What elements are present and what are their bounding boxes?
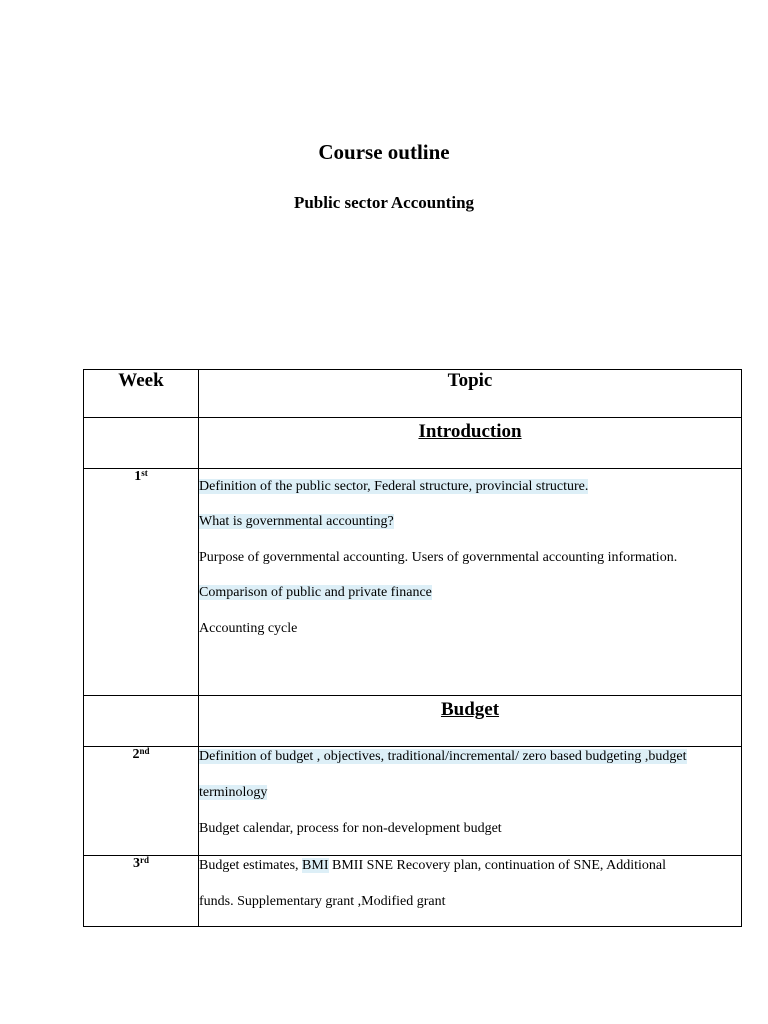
topic-highlight: BMI <box>302 858 329 873</box>
section-week-cell <box>84 418 199 469</box>
topic-line: What is governmental accounting? <box>199 514 394 529</box>
week-cell <box>84 747 199 856</box>
week-number: 2 <box>132 747 140 762</box>
topic-line: Accounting cycle <box>199 621 298 636</box>
topic-line: BMII SNE Recovery plan, continuation of SNE, Additional <box>328 858 667 873</box>
section-row-introduction <box>84 418 742 469</box>
course-outline-table <box>83 369 742 927</box>
topic-line: Definition of the public sector, Federal structure, provincial structure. <box>199 479 589 494</box>
section-heading-introduction: Introduction <box>199 418 742 469</box>
topic-column-header: Topic <box>199 370 742 418</box>
document-subtitle: Public sector Accounting <box>293 193 475 212</box>
week-number: 1 <box>134 469 142 484</box>
table-header-row <box>84 370 742 418</box>
topic-line: Comparison of public and private finance <box>199 585 432 600</box>
section-row-budget <box>84 696 742 747</box>
topic-line: terminology <box>199 785 268 800</box>
week-number: 3 <box>133 856 140 871</box>
section-heading-budget: Budget <box>199 696 742 747</box>
section-week-cell <box>84 696 199 747</box>
topic-line: Budget calendar, process for non-development budget <box>199 821 502 836</box>
document-title: Course outline <box>318 140 450 164</box>
topic-line: Purpose of governmental accounting. Users of governmental accounting information. <box>199 550 678 565</box>
topic-cell <box>199 747 742 856</box>
topic-cell <box>199 469 742 696</box>
topic-line: Budget estimates, <box>199 858 303 873</box>
table-row <box>84 747 742 856</box>
table-row <box>84 856 742 927</box>
week-suffix: nd <box>139 746 150 756</box>
week-suffix: st <box>141 468 148 478</box>
week-suffix: rd <box>140 855 149 865</box>
topic-cell <box>199 856 742 927</box>
topic-line: funds. Supplementary grant ,Modified grant <box>199 894 446 909</box>
week-cell <box>84 469 199 696</box>
table-row <box>84 469 742 696</box>
week-column-header: Week <box>84 370 199 418</box>
topic-line: Definition of budget , objectives, traditional/incremental/ zero based budgeting ,budget <box>199 749 687 764</box>
week-cell <box>84 856 199 927</box>
